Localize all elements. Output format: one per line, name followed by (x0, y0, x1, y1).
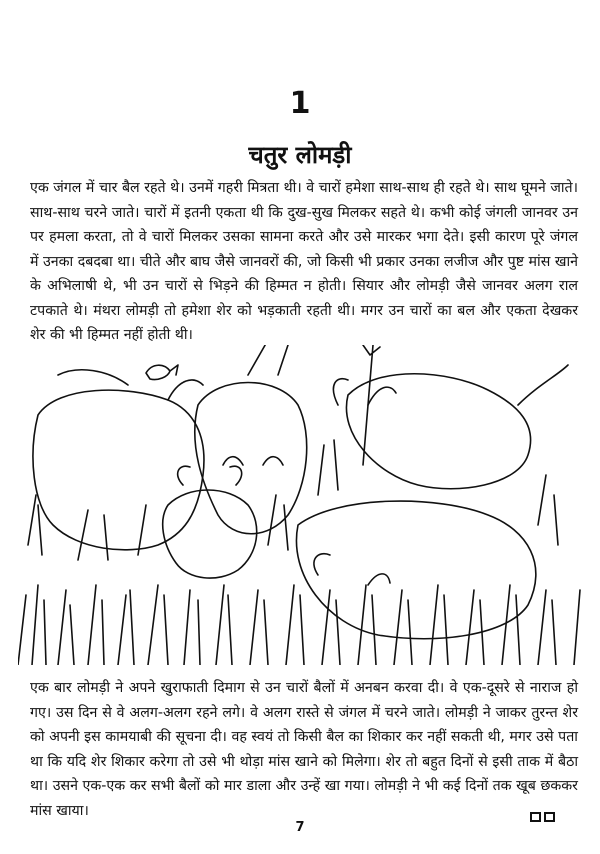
chapter-title: चतुर लोमड़ी (248, 141, 352, 169)
page-number: 7 (295, 820, 305, 835)
paragraph-2: एक बार लोमड़ी ने अपने खुराफाती दिमाग से उन चारों बैलों में अनबन करवा दी। वे एक-दूसरे से नाराज हो गए। उस दिन से वे अलग-अलग रहने लगे। वे अलग रास्ते से जंगल में चरने जाते। लोमड़ी ने जाकर तुरन्त शेर को अपनी इस कामयाबी की सूचना दी। वह स्वयं तो किसी बैल का शिकार कर नहीं सकती थी, मगर उसे पता था कि यदि शेर शिकार करेगा तो उसे भी थोड़ा मांस खाने को मिलेगा। शेर तो बहुत दिनों से इसी ताक में बैठा था। उसने एक-एक कर सभी बैलों को मार डाला और उन्हें खा गया। लोमड़ी ने भी कई दिनों तक खूब छककर मांस खाया। (30, 680, 578, 819)
paragraph-1: एक जंगल में चार बैल रहते थे। उनमें गहरी मित्रता थी। वे चारों हमेशा साथ-साथ ही रहते थे। साथ घूमने जाते। साथ-साथ चरने जाते। चारों में इतनी एकता थी कि दुख-सुख मिलकर सहते थे। कभी कोई जंगली जानवर उन पर हमला करता, तो वे चारों मिलकर उसका सामना करते और उसे मारकर भगा देते। इसी कारण पूरे जंगल में उनका दबदबा था। चीते और बाघ जैसे जानवरों की, जो किसी भी प्रकार उनका लजीज और पुष्ट मांस खाने के अभिलाषी थे, भी उन चारों से भिड़ने की हिम्मत न होती। सियार और लोमड़ी जैसे जानवर अलग राल टपकाते थे। मंथरा लोमड़ी तो हमेशा शेर को भड़काती रहती थी। मगर उन चारों का बल और एकता देखकर शेर की भी हिम्मत नहीं होती थी। (30, 180, 578, 343)
bulls-in-grass-illustration (18, 345, 584, 665)
chapter-number: 1 (289, 86, 311, 121)
